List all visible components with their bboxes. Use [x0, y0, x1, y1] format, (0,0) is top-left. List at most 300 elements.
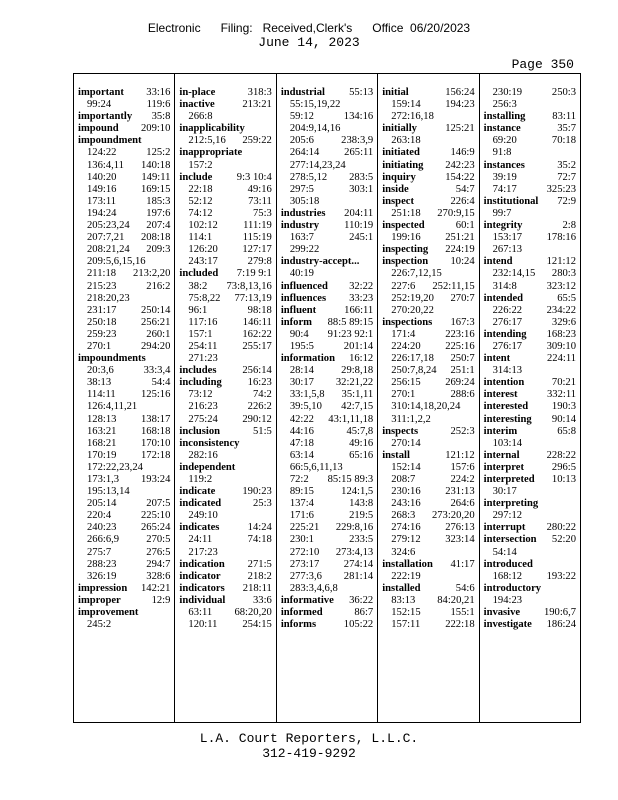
page-line-ref: 213:21 [242, 99, 272, 111]
index-reference [179, 534, 273, 546]
index-word: influent [280, 304, 317, 316]
index-reference [78, 619, 172, 631]
index-word: indication [179, 558, 225, 570]
index-entry [382, 160, 476, 172]
page-line-ref: 44:16 [289, 425, 314, 437]
index-word: interpreted [483, 474, 535, 485]
index-reference [179, 256, 273, 268]
index-entry [78, 595, 172, 607]
index-entry [484, 559, 578, 571]
page-line-ref: 99:7 [492, 207, 512, 219]
index-column [277, 74, 378, 722]
page-line-ref: 121:12 [546, 256, 577, 268]
page-line-ref: 96:1 [188, 304, 208, 316]
page-line-ref: 199:16 [391, 232, 421, 244]
page-line-ref: 98:18 [247, 304, 272, 316]
index-reference [281, 341, 375, 353]
page-line-ref: 288:6 [450, 389, 475, 401]
page-line-ref: 249:10 [188, 510, 218, 522]
index-word: industry [280, 220, 320, 232]
page-line-ref: 75:3 [252, 207, 272, 219]
page-line-ref: 242:23 [445, 159, 475, 171]
page-line-ref: 270:7 [450, 292, 475, 304]
index-entry [484, 498, 578, 510]
page-line-ref: 218:20,23 [87, 292, 130, 304]
page-line-ref: 155:1 [450, 607, 475, 619]
page-line-ref: 311:1,2,2 [391, 413, 431, 425]
page-line-ref: 103:14 [492, 437, 523, 449]
page-line-ref: 297:5 [289, 183, 314, 195]
index-entry [382, 583, 476, 595]
page-line-ref: 73:11 [248, 195, 272, 207]
index-word: influenced [280, 280, 328, 292]
index-reference [179, 450, 273, 462]
page-line-ref: 218:11 [242, 582, 272, 594]
page-line-ref: 10:13 [551, 474, 577, 485]
filing-stamp: Electronic Filing: Received,Clerk's Office 06/20/2023 [147, 21, 471, 35]
index-reference [382, 522, 476, 534]
page-line-ref: 39:5,10 [289, 401, 322, 413]
page-line-ref: 269:24 [445, 377, 475, 389]
page-line-ref: 54:4 [151, 377, 171, 389]
index-entry [484, 401, 578, 413]
index-word: interrupt [483, 522, 526, 534]
page-line-ref: 40:19 [289, 268, 314, 280]
page-line-ref: 33:1,5,8 [289, 389, 325, 401]
index-entry [179, 438, 273, 450]
page-line-ref: 190:23 [242, 486, 272, 498]
page-line-ref: 126:4,11,21 [87, 401, 138, 413]
index-reference [484, 571, 578, 583]
page-line-ref: 216:2 [146, 280, 171, 292]
index-entry [484, 256, 578, 268]
page-line-ref: 28:14 [289, 365, 314, 377]
page-line-ref: 220:4 [87, 510, 112, 522]
page-line-ref: 33:23 [349, 292, 374, 304]
index-word: initiating [382, 159, 424, 171]
page-line-ref: 51:5 [252, 425, 272, 437]
index-reference [78, 172, 172, 184]
page-line-ref: 243:16 [391, 498, 421, 510]
index-word: interest [483, 389, 518, 401]
court-reporter-phone: 312-419-9292 [262, 746, 356, 761]
page-line-ref: 266:8 [188, 111, 213, 123]
index-reference [179, 414, 273, 426]
index-reference [484, 341, 578, 353]
page-line-ref: 323:14 [445, 534, 475, 546]
index-reference [78, 534, 172, 546]
index-entry [484, 462, 578, 474]
index-reference [78, 293, 172, 305]
page-line-ref: 240:23 [87, 522, 117, 534]
page-line-ref: 318:3 [247, 87, 272, 98]
page-line-ref: 140:20 [87, 171, 117, 183]
page-line-ref: 275:7 [87, 546, 112, 558]
index-entry [484, 389, 578, 401]
page-line-ref: 225:16 [445, 340, 475, 352]
page-line-ref: 86:7 [354, 607, 374, 619]
index-word: indicates [179, 522, 220, 534]
index-reference [484, 87, 578, 99]
index-reference [281, 160, 375, 172]
index-word: industries [280, 207, 326, 219]
page-line-ref: 49:16 [349, 437, 374, 449]
page-line-ref: 230:16 [391, 486, 421, 498]
page-line-ref: 208:21,24 [87, 244, 130, 256]
index-entry [179, 99, 273, 111]
index-reference [484, 365, 578, 377]
page-line-ref: 72:2 [289, 474, 309, 485]
index-entry [382, 559, 476, 571]
index-reference [179, 244, 273, 256]
page-line-ref: 16:23 [247, 377, 272, 389]
page-line-ref: 173:11 [87, 195, 117, 207]
page-line-ref: 224:2 [450, 474, 475, 485]
page-line-ref: 68:20,20 [234, 607, 272, 619]
page-line-ref: 250:7,8,24 [391, 365, 437, 377]
page-line-ref: 264:6 [450, 498, 475, 510]
page-line-ref: 39:19 [492, 171, 517, 183]
page-line-ref: 157:11 [391, 619, 421, 631]
index-reference [179, 305, 273, 317]
page-line-ref: 294:7 [146, 558, 171, 570]
index-reference [382, 462, 476, 474]
index-word: inquiry [382, 171, 416, 183]
index-word: introduced [483, 558, 533, 570]
index-reference [78, 220, 172, 232]
index-reference [179, 329, 273, 341]
page-line-ref: 252:3 [450, 425, 475, 437]
index-entry [78, 123, 172, 135]
page-line-ref: 281:14 [343, 570, 374, 582]
index-entry [281, 595, 375, 607]
page-line-ref: 265:11 [344, 147, 374, 159]
page-line-ref: 314:8 [492, 280, 517, 292]
page-line-ref: 110:19 [344, 220, 374, 232]
index-reference [281, 547, 375, 559]
index-entry [382, 256, 476, 268]
index-entry [484, 619, 578, 631]
index-word: inspect [382, 195, 414, 207]
index-word: informed [280, 607, 323, 619]
index-entry [484, 329, 578, 341]
index-entry [484, 160, 578, 172]
index-reference [78, 438, 172, 450]
document-date: June 14, 2023 [258, 35, 360, 50]
page-line-ref: 49:16 [247, 183, 272, 195]
index-reference [179, 510, 273, 522]
page-line-ref: 54:7 [455, 183, 475, 195]
index-entry [78, 353, 172, 365]
page-line-ref: 250:3 [551, 87, 577, 98]
index-word: investigate [483, 619, 532, 631]
index-reference [382, 341, 476, 353]
index-reference [179, 353, 273, 365]
index-reference [382, 619, 476, 631]
index-reference [281, 414, 375, 426]
page-line-ref: 271:5 [247, 558, 272, 570]
page-line-ref: 265:24 [140, 522, 171, 534]
index-entry [484, 607, 578, 619]
page-line-ref: 277:14,23,24 [289, 159, 346, 171]
page-line-ref: 32:22 [349, 280, 374, 292]
page-line-ref: 228:22 [546, 449, 577, 461]
page-line-ref: 303:1 [349, 183, 374, 195]
page-line-ref: 114:1 [188, 232, 213, 244]
page-line-ref: 65:16 [349, 449, 374, 461]
page-line-ref: 99:24 [87, 99, 112, 111]
index-reference [179, 619, 273, 631]
page-line-ref: 9:3 10:4 [236, 171, 272, 183]
page-line-ref: 115:19 [242, 232, 272, 244]
index-column [480, 74, 580, 722]
page-line-ref: 270:20,22 [391, 304, 434, 316]
index-reference [484, 510, 578, 522]
page-line-ref: 259:23 [87, 328, 117, 340]
index-word: information [280, 353, 335, 365]
index-reference [179, 607, 273, 619]
page-line-ref: 213:2,20 [133, 268, 171, 280]
index-word: initial [382, 87, 409, 98]
index-reference [382, 474, 476, 486]
index-word: industry-accept... [280, 256, 360, 268]
index-reference [484, 244, 578, 256]
index-reference [78, 559, 172, 571]
index-reference [179, 196, 273, 208]
index-entry [179, 365, 273, 377]
page-line-ref: 250:18 [87, 316, 117, 328]
index-word: interested [483, 401, 529, 413]
page-line-ref: 195:5 [289, 340, 314, 352]
index-entry [382, 123, 476, 135]
index-entry [484, 123, 578, 135]
page-line-ref: 33:16 [146, 87, 171, 98]
index-column [378, 74, 479, 722]
page-line-ref: 222:18 [445, 619, 475, 631]
page-line-ref: 185:3 [146, 195, 171, 207]
page-line-ref: 329:6 [551, 316, 577, 328]
page-line-ref: 195:13,14 [87, 486, 130, 498]
page-line-ref: 128:13 [87, 413, 117, 425]
page-line-ref: 156:24 [445, 87, 475, 98]
page-line-ref: 63:14 [289, 449, 314, 461]
page-line-ref: 190:3 [551, 401, 577, 413]
page-line-ref: 102:12 [188, 220, 218, 232]
index-reference [78, 281, 172, 293]
page-line-ref: 168:18 [140, 425, 171, 437]
index-word: internal [483, 449, 520, 461]
index-reference [382, 438, 476, 450]
page-line-ref: 168:12 [492, 570, 523, 582]
page-line-ref: 231:17 [87, 304, 117, 316]
page-line-ref: 59:12 [289, 111, 314, 123]
page-line-ref: 225:21 [289, 522, 320, 534]
index-word: inspected [382, 220, 425, 232]
page-line-ref: 77:13,19 [234, 292, 272, 304]
page-line-ref: 117:16 [188, 316, 218, 328]
page-line-ref: 124:22 [87, 147, 117, 159]
page-line-ref: 230:19 [492, 87, 523, 98]
index-reference [78, 547, 172, 559]
page-line-ref: 169:15 [140, 183, 171, 195]
index-reference [179, 184, 273, 196]
index-reference [78, 426, 172, 438]
index-reference [78, 341, 172, 353]
page-line-ref: 256:21 [140, 316, 171, 328]
index-entry [179, 571, 273, 583]
page-line-ref: 254:15 [242, 619, 272, 631]
index-word: inclusion [179, 425, 221, 437]
index-reference [281, 510, 375, 522]
index-entry [281, 293, 375, 305]
page-line-ref: 294:20 [140, 340, 171, 352]
page-line-ref: 65:8 [557, 425, 577, 437]
page-line-ref: 143:8 [349, 498, 374, 510]
index-reference [281, 571, 375, 583]
index-reference [179, 232, 273, 244]
index-reference [78, 389, 172, 401]
page-line-ref: 168:21 [87, 437, 117, 449]
index-reference [281, 365, 375, 377]
page-line-ref: 75:8,22 [188, 292, 221, 304]
index-reference [281, 196, 375, 208]
index-word: improper [78, 594, 121, 606]
index-entry [78, 607, 172, 619]
page-line-ref: 74:2 [252, 389, 272, 401]
page-line-ref: 251:1 [450, 365, 475, 377]
page-line-ref: 173:1,3 [87, 474, 120, 485]
page-line-ref: 14:24 [247, 522, 272, 534]
index-word: inspects [382, 425, 419, 437]
index-entry [382, 87, 476, 99]
index-entry [382, 172, 476, 184]
index-reference [382, 401, 476, 413]
index-word: indicated [179, 498, 222, 510]
index-reference [78, 317, 172, 329]
index-word: indicators [179, 582, 225, 594]
index-reference [382, 305, 476, 317]
page-line-ref: 91:8 [492, 147, 512, 159]
page-line-ref: 137:4 [289, 498, 314, 510]
index-reference [484, 99, 578, 111]
page-line-ref: 332:11 [546, 389, 577, 401]
index-word: inside [382, 183, 409, 195]
page-line-ref: 222:19 [391, 570, 421, 582]
page-line-ref: 193:22 [546, 570, 577, 582]
index-reference [281, 583, 375, 595]
page-line-ref: 125:16 [140, 389, 171, 401]
page-line-ref: 193:24 [140, 474, 171, 485]
page-line-ref: 136:4,11 [87, 159, 124, 171]
index-reference [382, 607, 476, 619]
index-reference [281, 438, 375, 450]
page-line-ref: 170:19 [87, 449, 117, 461]
page-line-ref: 127:17 [242, 244, 272, 256]
page-line-ref: 223:16 [445, 328, 475, 340]
index-reference [382, 498, 476, 510]
page-line-ref: 20:3,6 [87, 365, 114, 377]
page-line-ref: 273:20,20 [431, 510, 475, 522]
page-line-ref: 290:12 [242, 413, 272, 425]
index-reference [382, 232, 476, 244]
index-word: instances [483, 159, 525, 171]
index-entry [179, 268, 273, 280]
page-line-ref: 90:4 [289, 328, 309, 340]
page-line-ref: 66:5,6,11,13 [289, 461, 343, 473]
index-reference [382, 268, 476, 280]
page-line-ref: 16:12 [349, 353, 374, 365]
page-line-ref: 297:12 [492, 510, 523, 522]
page-line-ref: 283:3,4,6,8 [289, 582, 338, 594]
index-reference [78, 401, 172, 413]
page-line-ref: 114:11 [87, 389, 116, 401]
page-line-ref: 119:6 [146, 99, 171, 111]
index-word: initially [382, 123, 417, 135]
index-word: inform [280, 316, 312, 328]
index-reference [179, 317, 273, 329]
index-reference [78, 99, 172, 111]
page-line-ref: 252:19,20 [391, 292, 434, 304]
page-line-ref: 207:5 [146, 498, 171, 510]
page-line-ref: 226:7,12,15 [391, 268, 442, 280]
page-line-ref: 167:3 [450, 316, 475, 328]
page-line-ref: 204:9,14,16 [289, 123, 341, 135]
index-reference [382, 281, 476, 293]
word-index-box [73, 73, 581, 723]
page-line-ref: 273:4,13 [335, 546, 374, 558]
index-word: interesting [483, 413, 532, 425]
index-reference [281, 172, 375, 184]
index-reference [78, 196, 172, 208]
page-line-ref: 299:22 [289, 244, 320, 256]
index-reference [484, 547, 578, 559]
page-line-ref: 2:8 [562, 220, 577, 232]
index-entry [484, 474, 578, 486]
page-line-ref: 230:1 [289, 534, 314, 546]
index-entry [484, 353, 578, 365]
index-reference [382, 414, 476, 426]
page-line-ref: 157:1 [188, 328, 213, 340]
page-line-ref: 153:17 [492, 232, 523, 244]
court-reporter-name: L.A. Court Reporters, L.L.C. [199, 731, 419, 746]
page-line-ref: 209:5,6,15,16 [87, 256, 146, 268]
page-line-ref: 274:16 [391, 522, 421, 534]
index-reference [484, 208, 578, 220]
page-line-ref: 250:14 [140, 304, 171, 316]
index-reference [179, 111, 273, 123]
page-line-ref: 121:12 [445, 449, 475, 461]
index-reference [78, 474, 172, 486]
index-entry [382, 244, 476, 256]
page-line-ref: 120:11 [188, 619, 218, 631]
page-line-ref: 33:3,4 [143, 365, 171, 377]
page-line-ref: 232:14,15 [492, 268, 536, 280]
page-line-ref: 278:5,12 [289, 171, 328, 183]
page-line-ref: 170:10 [140, 437, 171, 449]
index-reference [382, 99, 476, 111]
page-line-ref: 266:6,9 [87, 534, 120, 546]
page-line-ref: 288:23 [87, 558, 117, 570]
page-line-ref: 91:23 92:1 [327, 328, 374, 340]
index-reference [281, 426, 375, 438]
index-entry [484, 414, 578, 426]
index-word: in-place [179, 87, 216, 98]
index-reference [382, 293, 476, 305]
index-reference [281, 534, 375, 546]
page-line-ref: 226:2 [247, 401, 272, 413]
index-reference [484, 595, 578, 607]
page-line-ref: 47:18 [289, 437, 314, 449]
